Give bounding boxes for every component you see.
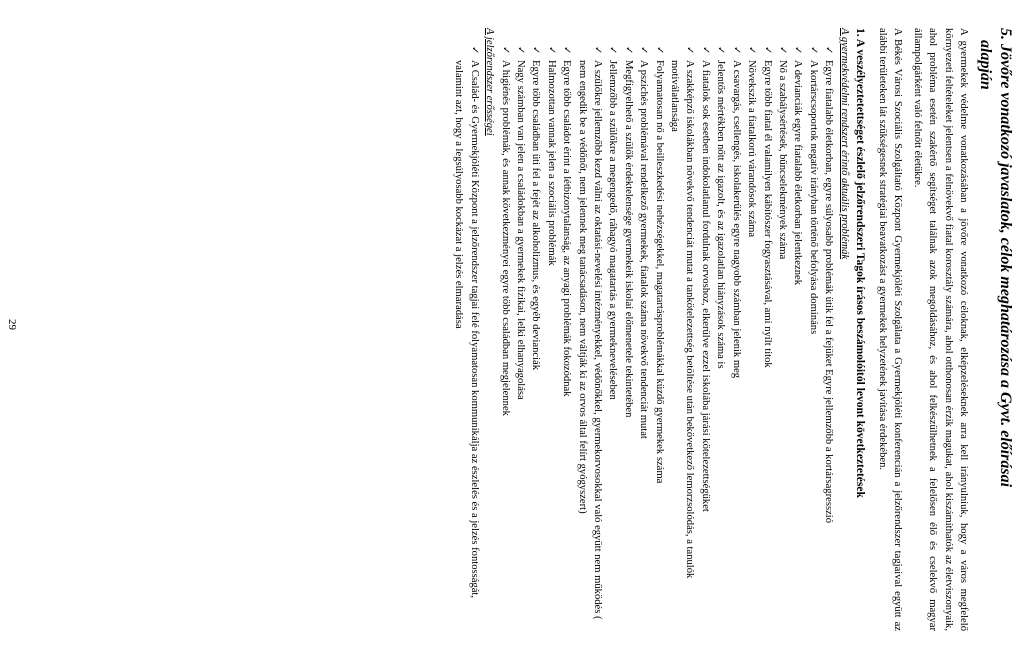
list-item: ✓ A Család- és Gyermekjóléti Központ a jelzőrendszer tagjai felé folyamatosan kommunikálja az észlelés és a jelzés fontosságát, valamint azt, hogy a legsúlyosabb kockázat a jelzés elmaradása bbox=[453, 46, 480, 599]
list-item: ✓ Folyamatosan nő a beilleszkedési nehézségekkel, magatartásproblémákkal küzdő gyermekek száma bbox=[651, 46, 666, 631]
checkmark-icon: ✓ bbox=[684, 46, 696, 55]
list-item: ✓ Egyre több családot érint a létbizonytalanság, az anyagi problémák fokozódnak bbox=[559, 46, 574, 631]
checkmark-icon: ✓ bbox=[622, 46, 634, 55]
list-item: ✓ Jellemzőbb a szülőkre a megengedő, ráhagyó magatartás a gyermekneveléseben bbox=[605, 46, 620, 631]
problems-subheading: A gyermekvédelmi rendszert érintő aktuális problémák bbox=[838, 28, 850, 260]
checkmark-icon: ✓ bbox=[592, 46, 604, 55]
list-item: ✓ Egyre több családban üti fel a fejét az alkoholizmus, és egyéb devianciák bbox=[528, 46, 543, 631]
checkmark-icon: ✓ bbox=[730, 46, 742, 55]
checkmark-icon: ✓ bbox=[807, 46, 819, 55]
page-number: 29 bbox=[6, 319, 19, 330]
intro-paragraph-1: A gyermekek védelme vonatkozásában a jövőre vonatkozó céloknak, elképzeléseknek arra kell irányulniuk, hogy a város megfelelő környezeti feltételeket jelentsen a felnövekvő fiatal korosztály számára, ahol otthonosan érzik magukat, ahol kiszámíthatók az életviszonyaik, ahol probléma esetén szakértő segítséget találnak azok megoldásához, és ahol felkészülhetnek a felelősen élő és cselekvő magyar állampolgárként való felnőtt életükre. bbox=[911, 28, 969, 631]
list-item: ✓ Jelentős mértékben nőtt az igazolt, és az igazolatlan hiányzások száma is bbox=[713, 46, 728, 631]
intro-paragraph-2: A Békés Városi Szociális Szolgáltató Központ Gyermekjóléti Szolgálata a Gyermekjóléti konferencián a jelzőrendszer tagjaival együtt az alábbi területeken lát szükségesnek stratégiai beavatkozást a gyermekek helyzetének javítása érdekében. bbox=[876, 28, 904, 631]
title-line-1: 5. Jövőre vonatkozó javaslatok, célok meghatározása a Gyvt. előírásai bbox=[997, 28, 1014, 488]
list-item: ✓ Halmozottan vannak jelen a szociális problémák bbox=[543, 46, 558, 631]
list-item: ✓ A szülőkre jellemzőbb kezd válni az oktatási-nevelési intézményekkel, védőnőkkel, gyermekorvosokkal való együtt nem működés ( nem engedik be a védőnőt, nem jelennek meg tanácsadáson, nem váltják ki az orvos által felírt gyógyszert) bbox=[576, 46, 604, 620]
checkmark-icon: ✓ bbox=[761, 46, 773, 55]
list-item: ✓ A szakképző iskolákban növekvő tendenciát mutat a tankötelezettség betöltése után bekövetkező lemorzsolódás, a tanulók motiválatlansága bbox=[669, 46, 696, 579]
document-title bbox=[975, 28, 1015, 631]
list-item: ✓ A csavargás, csellengés, iskolakerülés egyre nagyobb számban jelenik meg bbox=[728, 46, 743, 631]
problems-list bbox=[497, 28, 836, 631]
checkmark-icon: ✓ bbox=[530, 46, 542, 55]
list-item: ✓ Növekszik a fiatalkorú várandósok száma bbox=[744, 46, 759, 631]
list-item: ✓ Megfigyelhető a szülők érdektelensége gyermekeik iskolai előmenetele tekintetében bbox=[620, 46, 635, 631]
checkmark-icon: ✓ bbox=[823, 46, 835, 55]
title-line-2: alapján bbox=[977, 40, 994, 90]
checkmark-icon: ✓ bbox=[715, 46, 727, 55]
checkmark-icon: ✓ bbox=[653, 46, 665, 55]
list-item: ✓ A fiatalok sok esetben indokolatlanul fordulnak orvoshoz, elkerülve ezzel iskolába járási kötelezettségüket bbox=[698, 46, 713, 631]
checkmark-icon: ✓ bbox=[515, 46, 527, 55]
list-item: ✓ A higiénés problémák, és annak következményei egyre több családban megjelennek bbox=[497, 46, 512, 631]
list-item: ✓ Egyre több fiatal él valamilyen kábítószer fogyasztásával, ami nyílt titok bbox=[759, 46, 774, 631]
checkmark-icon: ✓ bbox=[746, 46, 758, 55]
checkmark-icon: ✓ bbox=[776, 46, 788, 55]
checkmark-icon: ✓ bbox=[792, 46, 804, 55]
checkmark-icon: ✓ bbox=[468, 46, 480, 55]
list-item: ✓ A kortárscsoportok negatív irányban történő befolyása domináns bbox=[805, 46, 820, 631]
strengths-list bbox=[451, 28, 482, 631]
section-1-heading: 1. A veszélyeztetettséget észlelő jelzőrendszeri Tagok írásos beszámolóitól levont következtetések bbox=[853, 28, 866, 498]
list-item: ✓ Nő a szabálysértések, bűncselekmények száma bbox=[775, 46, 790, 631]
checkmark-icon: ✓ bbox=[499, 46, 511, 55]
list-item: ✓ Nagy számban van jelen a családokban a gyermekek fizikai, lelki elhanyagolása bbox=[513, 46, 528, 631]
list-item: ✓ Egyre fiatalabb életkorban, egyre súlyosabb problémák ütik fel a fejüket Egyre jellemzőbb a kortársagresszió bbox=[821, 46, 836, 631]
list-item: ✓ A devianciák egyre fiatalabb életkorban jelentkeznek bbox=[790, 46, 805, 631]
checkmark-icon: ✓ bbox=[607, 46, 619, 55]
strengths-subheading: A jelzőrendszer erősségei bbox=[484, 28, 496, 136]
checkmark-icon: ✓ bbox=[561, 46, 573, 55]
list-item: ✓ A pszichés problémával rendelkező gyermekek, fiatalok száma növekvő tendenciát mutat bbox=[636, 46, 651, 631]
checkmark-icon: ✓ bbox=[545, 46, 557, 55]
checkmark-icon: ✓ bbox=[699, 46, 711, 55]
checkmark-icon: ✓ bbox=[638, 46, 650, 55]
